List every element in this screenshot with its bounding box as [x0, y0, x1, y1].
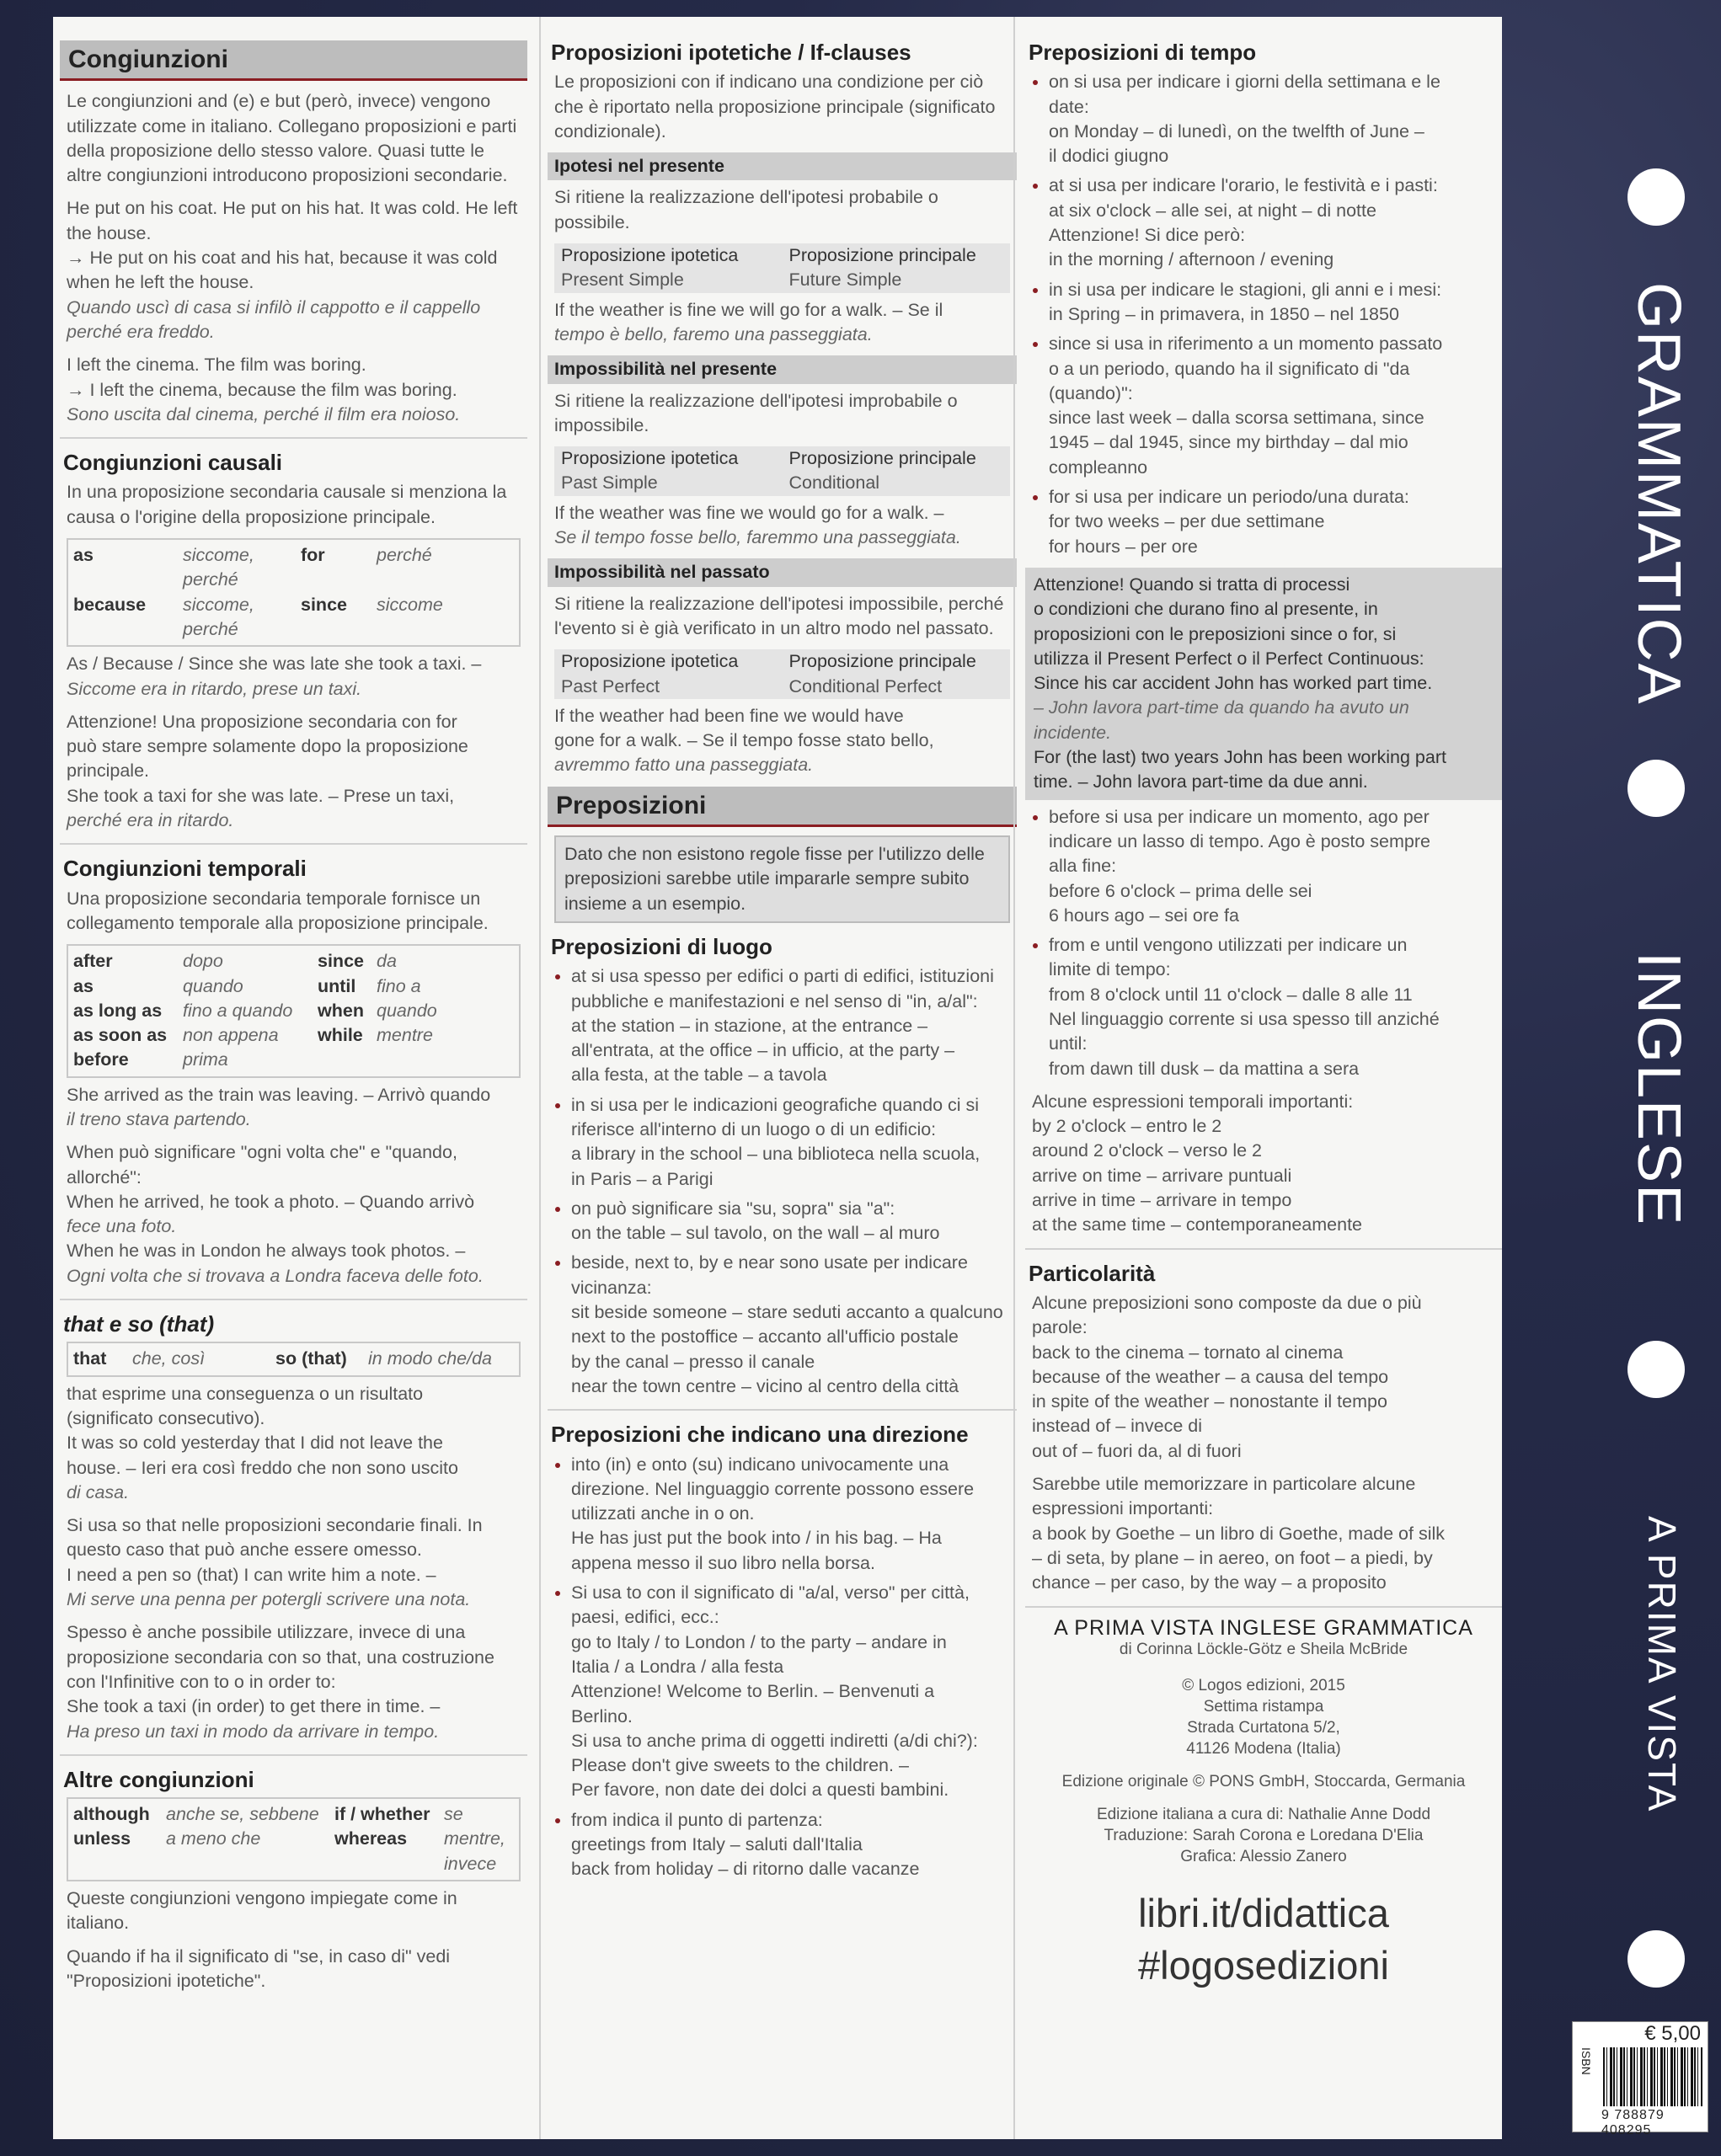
- grey-heading: Ipotesi nel presente: [548, 152, 1017, 180]
- list-item: • from e until vengono utilizzati per indicare un limite di tempo: from 8 o'clock until 11 o'clock – dalle 8 alle 11 Nel linguaggio corrente si usa spesso till anziché until: from dawn till dusk – da mattina a sera: [1049, 933, 1502, 1081]
- bullet-list: [548, 964, 1017, 1399]
- barcode-number: 9 788879 408295: [1601, 2108, 1665, 2137]
- grey-heading: Impossibilità nel presente: [548, 355, 1017, 383]
- list-item: • in si usa per indicare le stagioni, gli anni e i mesi: in Spring – in primavera, in 1850 – nel 1850: [1049, 278, 1502, 328]
- book-title: A PRIMA VISTA INGLESE GRAMMATICA: [1054, 1615, 1473, 1640]
- subsection-title: Preposizioni di luogo: [551, 933, 772, 959]
- list-item: • beside, next to, by e near sono usate per indicare vicinanza: sit beside someone – stare seduti accanto a qualcuno next to the postoffice – accanto all'ufficio postale by the canal – presso il canale near the town centre – vicino al centro della città: [571, 1251, 1017, 1399]
- price: € 5,00: [1644, 2022, 1701, 2045]
- punch-hole: [1627, 1930, 1685, 1988]
- bullet-list: [548, 1453, 1017, 1882]
- subsection-title: Proposizioni ipotetiche / If-clauses: [551, 40, 911, 65]
- note-box: Attenzione! Quando si tratta di processi o condizioni che durano fino al presente, in proposizioni con le preposizioni since o for, si utilizza il Present Perfect o il Perfect Continuous: Since his car accident John has worked part time. – John lavora part-time da quando ha avuto un incidente. For (the last) two years John has been working part time. – John lavora part-time da due anni.: [1025, 568, 1502, 800]
- tense-table: Proposizione ipotetica Proposizione principale Past Simple Conditional: [554, 446, 1010, 496]
- paragraph: Si ritiene la realizzazione dell'ipotesi impossibile, perché l'evento si è già verificato in un altro modo nel passato.: [554, 593, 1004, 638]
- list-item: • Si usa to con il significato di "a/al, verso" per città, paesi, edifici, ecc.: go to Italy / to London / to the party – andare in Italia / a Londra / alla festa Attenzione! Welcome to Berlin. – Benvenuti a Berlino. Si usa to anche prima di oggetti indiretti (a/di chi?): Please don't give sweets to the children. – Per favore, non date dei dolci a questi bambini.: [571, 1581, 1017, 1803]
- paragraph: Si ritiene la realizzazione dell'ipotesi improbabile o impossibile.: [554, 390, 958, 435]
- example-block: She arrived as the train was leaving. – Arrivò quando il treno stava partendo.: [67, 1084, 491, 1129]
- paragraph: Spesso è anche possibile utilizzare, invece di una proposizione secondaria con so that, una costruzione con l'Infinitive con to o in order to: She took a taxi (in order) to get there in time. – Ha preso un taxi in modo da arrivare in tempo.: [67, 1622, 494, 1742]
- paragraph: Le congiunzioni and (e) e but (però, invece) vengono utilizzate come in italiano. Collegano proposizioni e parti della proposizione dello stesso valore. Quasi tutte le altre congiunzioni introducono proposizioni secondarie.: [67, 91, 517, 186]
- vocab-table: although anche se, sebbene if / whether se unless a meno che whereas mentre, invece: [67, 1797, 521, 1881]
- tense-table: Proposizione ipotetica Proposizione principale Past Perfect Conditional Perfect: [554, 649, 1010, 699]
- list-item: • since si usa in riferimento a un momento passato o a un periodo, quando ha il significato di "da (quando)": since last week – dalla scorsa settimana, since 1945 – dal 1945, since my birthday – dal mio compleanno: [1049, 332, 1502, 480]
- tense-table: Proposizione ipotetica Proposizione principale Present Simple Future Simple: [554, 243, 1010, 293]
- subsection-title: Preposizioni di tempo: [1029, 40, 1257, 65]
- subsection-title: Altre congiunzioni: [63, 1766, 254, 1792]
- bullet-list: [1025, 805, 1502, 1081]
- spine-title-grammatica: GRAMMATICA: [1625, 282, 1692, 706]
- authors: di Corinna Löckle-Götz e Sheila McBride: [1119, 1640, 1408, 1658]
- paragraph: Sarebbe utile memorizzare in particolare alcune espressioni importanti: a book by Goethe – un libro di Goethe, made of silk – di seta, by plane – in aereo, on foot – a piedi, by chance – per caso, by the way – a proposito: [1032, 1474, 1446, 1593]
- paragraph: Le proposizioni con if indicano una condizione per ciò che è riportato nella proposizione principale (significato condizionale).: [554, 72, 996, 141]
- spine-series: A PRIMA VISTA: [1640, 1516, 1684, 1813]
- credits: A PRIMA VISTA INGLESE GRAMMATICA di Corinna Löckle-Götz e Sheila McBride © Logos edizioni, 2015 Settima ristampa Strada Curtatona 5/2, 41126 Modena (Italia) Edizione originale © PONS GmbH, Stoccarda, Germania Edizione italiana a cura di: Nathalie Anne Dodd Traduzione: Sarah Corona e Loredana D'Elia Grafica: Alessio Zanero libri.it/didattica #logosedizioni: [1025, 1618, 1502, 1992]
- example-block: If the weather was fine we would go for a walk. – Se il tempo fosse bello, faremmo una passeggiata.: [554, 502, 961, 548]
- list-item: • at si usa spesso per edifici o parti di edifici, istituzioni pubbliche e manifestazioni e nel senso di "in, a/al": at the station – in stazione, at the entrance – all'entrata, at the office – in ufficio, at the party – alla festa, at the table – a tavola: [571, 964, 1017, 1087]
- list-item: • before si usa per indicare un momento, ago per indicare un lasso di tempo. Ago è posto sempre alla fine: before 6 o'clock – prima delle sei 6 hours ago – sei ore fa: [1049, 805, 1502, 928]
- vocab-table: as siccome, perché for perché because siccome, perché since siccome: [67, 538, 521, 647]
- paragraph: Si usa so that nelle proposizioni secondarie finali. In questo caso that può anche essere omesso. I need a pen so (that) I can write him a note. – Mi serve una penna per potergli scrivere una nota.: [67, 1515, 483, 1610]
- list-item: • in si usa per le indicazioni geografiche quando ci si riferisce all'interno di un luogo o di un edificio: a library in the school – una biblioteca nella scuola, in Paris – a Parigi: [571, 1093, 1017, 1192]
- subsection-title: Particolarità: [1029, 1260, 1156, 1286]
- punch-hole: [1627, 168, 1685, 226]
- barcode-icon: [1603, 2047, 1702, 2106]
- paragraph: In una proposizione secondaria causale si menziona la causa o l'origine della proposizione principale.: [67, 482, 507, 527]
- paragraph: Si ritiene la realizzazione dell'ipotesi probabile o possibile.: [554, 187, 938, 232]
- price-label: [1572, 2021, 1708, 2137]
- column-2: [539, 17, 1017, 2139]
- paragraph: Una proposizione secondaria temporale fornisce un collegamento temporale alla proposizione principale.: [67, 888, 489, 933]
- punch-hole: [1627, 760, 1685, 817]
- list-item: • at si usa per indicare l'orario, le festività e i pasti: at six o'clock – alle sei, at night – di notte Attenzione! Si dice però: in the morning / afternoon / evening: [1049, 173, 1502, 272]
- vocab-table: that che, così so (that) in modo che/da: [67, 1342, 521, 1376]
- column-1: [53, 17, 527, 2139]
- subsection-title: Congiunzioni temporali: [63, 856, 307, 882]
- example-block: If the weather is fine we will go for a walk. – Se il tempo è bello, faremo una passeggiata.: [554, 299, 943, 344]
- paragraph: Quando if ha il significato di "se, in caso di" vedi "Proposizioni ipotetiche".: [67, 1945, 451, 1991]
- section-title: Congiunzioni: [60, 40, 527, 81]
- example-block: If the weather had been fine we would have gone for a walk. – Se il tempo fosse stato bello, avremmo fatto una passeggiata.: [554, 705, 934, 776]
- column-3: [1013, 17, 1502, 2139]
- paragraph: Alcune espressioni temporali importanti: by 2 o'clock – entro le 2 around 2 o'clock – verso le 2 arrive on time – arrivare puntuali arrive in time – arrivare in tempo at the same time – contemporaneamente: [1032, 1091, 1362, 1235]
- list-item: • from indica il punto di partenza: greetings from Italy – saluti dall'Italia back from holiday – di ritorno dalle vacanze: [571, 1808, 1017, 1882]
- hashtag: #logosedizioni: [1138, 1942, 1389, 1988]
- spine-title-inglese: INGLESE: [1625, 952, 1692, 1227]
- subsection-title: Congiunzioni causali: [63, 450, 283, 476]
- bullet-list: [1025, 70, 1502, 559]
- list-item: • for si usa per indicare un periodo/una durata: for two weeks – per due settimane for hours – per ore: [1049, 485, 1502, 559]
- list-item: • into (in) e onto (su) indicano univocamente una direzione. Nel linguaggio corrente possono essere utilizzati anche in o on. He has just put the book into / in his bag. – Ha appena messo il suo libro nella borsa.: [571, 1453, 1017, 1576]
- example-block: When può significare "ogni volta che" e "quando, allorché": When he arrived, he took a photo. – Quando arrivò fece una foto. When he was in London he always took photos. – Ogni volta che si trovava a Londra faceva delle foto.: [67, 1142, 484, 1286]
- vocab-table: after dopo since da as quando until fino a as long as fino a quando when quando as soon as non appena while mentre before prima: [67, 944, 521, 1077]
- paragraph: that esprime una conseguenza o un risultato (significato consecutivo). It was so cold yesterday that I did not leave the house. – Ieri era così freddo che non sono uscito di casa.: [67, 1383, 458, 1502]
- paragraph: Alcune preposizioni sono composte da due o più parole: back to the cinema – tornato al cinema because of the weather – a causa del tempo in spite of the weather – nonostante il tempo instead of – invece di out of – fuori da, al di fuori: [1032, 1292, 1422, 1461]
- paragraph: Queste congiunzioni vengono impiegate come in italiano.: [67, 1888, 457, 1934]
- isbn-label: ISBN: [1579, 2047, 1593, 2075]
- example-block: He put on his coat. He put on his hat. It was cold. He left the house. → He put on his coat and his hat, because it was cold when he left the house. Quando uscì di casa si infilò il cappotto e il cappello perché era freddo.: [67, 198, 518, 342]
- list-item: • on si usa per indicare i giorni della settimana e le date: on Monday – di lunedì, on the twelfth of June – il dodici giugno: [1049, 70, 1502, 168]
- info-box: Dato che non esistono regole fisse per l'utilizzo delle preposizioni sarebbe utile impararle sempre subito insieme a un esempio.: [554, 835, 1010, 923]
- example-block: I left the cinema. The film was boring. → I left the cinema, because the film was boring. Sono uscita dal cinema, perché il film era noioso.: [67, 355, 461, 424]
- example-block: As / Because / Since she was late she took a taxi. – Siccome era in ritardo, prese un taxi.: [67, 654, 482, 699]
- list-item: • on può significare sia "su, sopra" sia "a": on the table – sul tavolo, on the wall – al muro: [571, 1197, 1017, 1246]
- subsection-title: that e so (that): [63, 1311, 215, 1337]
- grey-heading: Impossibilità nel passato: [548, 558, 1017, 586]
- reference-sheet: [53, 17, 1502, 2139]
- subsection-title: Preposizioni che indicano una direzione: [551, 1422, 969, 1448]
- website-link[interactable]: libri.it/didattica: [1138, 1890, 1389, 1935]
- punch-hole: [1627, 1341, 1685, 1398]
- note-block: Attenzione! Una proposizione secondaria con for può stare sempre solamente dopo la proposizione principale. She took a taxi for she was late. – Prese un taxi, perché era in ritardo.: [67, 711, 468, 831]
- section-title: Preposizioni: [548, 787, 1017, 827]
